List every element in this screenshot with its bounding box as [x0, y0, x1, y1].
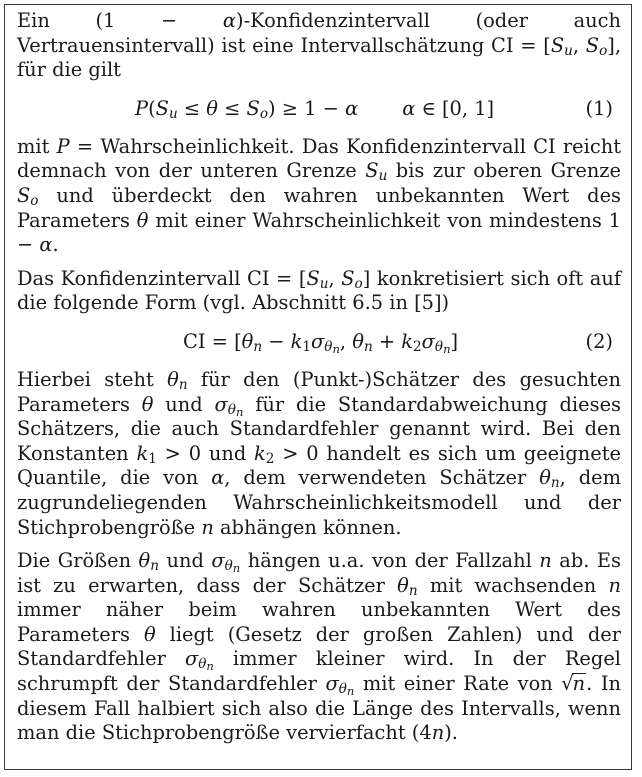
- equation-1-formula: $P(S_u \le \theta \le S_o) \ge 1 - \alpha$ α ∈ [0, 1]: [135, 96, 495, 122]
- paragraph-form: Das Konfidenzintervall CI = [$S_u$, $S_o$] konkretisiert sich oft auf die folgende Form (vgl. Abschnitt 6.5 in [5]): [17, 266, 621, 315]
- paragraph-explanation: mit P = Wahrscheinlichkeit. Das Konfidenzintervall CI reicht demnach von der unteren Grenze $S_u$ bis zur oberen Grenze $S_o$ und überdeckt den wahren unbekannten Wert des Parameters θ mit einer Wahrscheinlichkeit von mindestens 1 − α.: [17, 134, 621, 257]
- paragraph-definition: Ein (1 − α)-Konfidenzintervall (oder auch Vertrauensintervall) ist eine Intervallschätzung CI = [$S_u$, $S_o$], für die gilt: [17, 9, 621, 82]
- paragraph-sample-size: Die Größen $\theta_n$ und $\sigma_{\theta_n}$ hängen u.a. von der Fallzahl n ab. Es ist zu erwarten, dass der Schätzer $\theta_n$ mit wachsenden n immer näher beim wahren unbekannten Wert des Parameters θ liegt (Gesetz der großen Zahlen) und der Standardfehler $\sigma_{\theta_n}$ immer kleiner wird. In der Regel schrumpft der Standardfehler $\sigma_{\theta_n}$ mit einer Rate von √n. In diesem Fall halbiert sich also die Länge des Intervalls, wenn man die Stichprobengröße vervierfacht (4n).: [17, 549, 622, 745]
- equation-2-formula: CI = [$\theta_n - k_1\sigma_{\theta_n}$, $\theta_n + k_2\sigma_{\theta_n}$]: [183, 329, 459, 356]
- paragraph-estimator: Hierbei steht $\theta_n$ für den (Punkt-)Schätzer des gesuchten Parameters θ und $\sigma_{\theta_n}$ für die Standardabweichung dieses Schätzers, die auch Standardfehler genannt wird. Bei den Konstanten $k_1 > 0$ und $k_2 > 0$ handelt es sich um geeignete Quantile, die von α, dem verwendeten Schätzer $\theta_n$, dem zugrundeliegenden Wahrscheinlichkeitsmodell und der Stichprobengröße n abhängen können.: [17, 367, 622, 539]
- equation-1: [17, 83, 621, 135]
- equation-2: [17, 316, 621, 368]
- equation-2-number: (2): [585, 329, 613, 353]
- equation-1-number: (1): [585, 96, 613, 120]
- document-frame: [4, 4, 632, 770]
